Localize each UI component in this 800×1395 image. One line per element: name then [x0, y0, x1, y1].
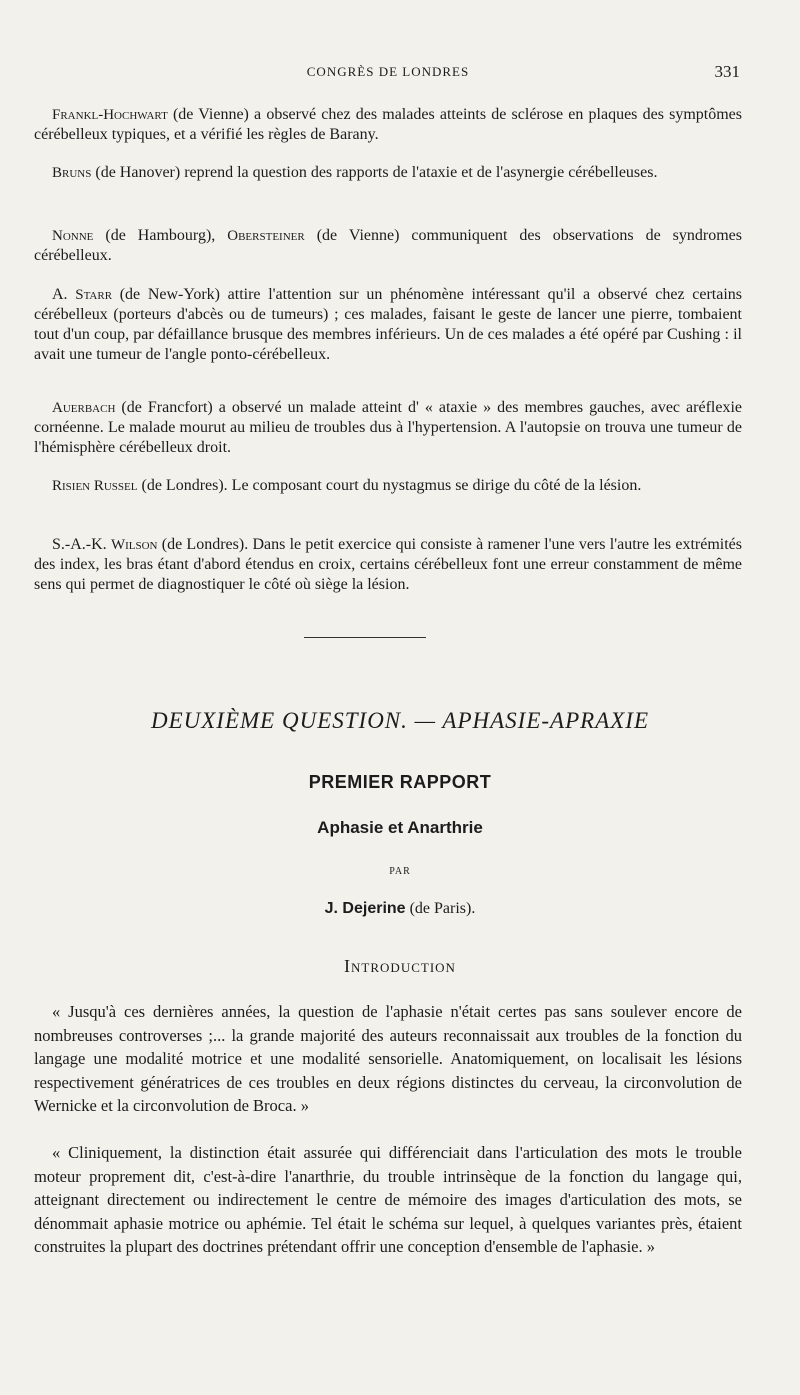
author-initials: S.-A.-K. — [52, 536, 111, 553]
author-name: Auerbach — [52, 400, 116, 416]
paragraph-text: (de Hanover) reprend la question des rapports de l'ataxie et de l'asynergie cérébelleuses. — [91, 164, 658, 181]
by-label: PAR — [389, 866, 411, 877]
paragraph-starr — [34, 285, 742, 365]
report-heading: PREMIER RAPPORT — [308, 772, 492, 792]
question-title: DEUXIÈME QUESTION. — APHASIE-APRAXIE — [150, 708, 650, 733]
author-name: Nonne — [52, 228, 94, 244]
paragraph-wilson — [34, 535, 742, 595]
author-name: Bruns — [52, 165, 92, 181]
paragraph-text: (de Londres). Dans le petit exercice qui consiste à ramener l'une vers l'autre les extrémités des index, les bras étant d'abord étendus en croix, certains cérébelleux font une erreur constamment de même sens qui permet de diagnostiquer le côté où siège la lésion. — [34, 536, 743, 593]
paragraph-auerbach — [34, 398, 742, 458]
paragraph-text: (de Hambourg), — [93, 227, 228, 244]
paragraph-text: (de Vienne) communiquent des observations de syndromes cérébelleux. — [34, 227, 742, 264]
author-place: (de Paris). — [405, 900, 476, 917]
quote-paragraph-1: « Jusqu'à ces dernières années, la question de l'aphasie n'était certes pas sans soulever encore de nombreuses controverses ;... la grande majorité des auteurs reconnaissait aux troubles de la fonction du langage une modalité motrice et une modalité sensorielle. Anatomiquement, on localisait les lésions respectivement génératrices de ces troubles en deux régions distinctes du cerveau, la circonvolution de Wernicke et la circonvolution de Broca. » — [34, 1002, 742, 1115]
paragraph-text: (de Vienne) a observé chez des malades atteints de sclérose en plaques des symptômes cérébelleux typiques, et a vérifié les règles de Barany. — [34, 106, 742, 143]
report-subject: Aphasie et Anarthrie — [317, 818, 483, 837]
running-title: CONGRÈS DE LONDRES — [306, 64, 470, 79]
running-header — [36, 64, 740, 86]
author-name: Obersteiner — [227, 228, 305, 244]
page-number: 331 — [714, 62, 740, 81]
author-name: J. Dejerine — [324, 900, 406, 917]
quote-paragraph-2: « Cliniquement, la distinction était assurée qui différenciait dans l'articulation des mots le trouble moteur proprement dit, c'est-à-dire l'anarthrie, du trouble intrinsèque de la fonction du langage qui, atteignant directement ou indirectement le centre de mémoire des images d'articulation des mots, se dénommait aphasie motrice ou aphémie. Tel était le schéma sur lequel, à quelques variantes près, étaient construites la plupart des doctrines prétendant offrir une conception d'ensemble de l'aphasie. » — [34, 1143, 742, 1256]
paragraph-bruns — [34, 163, 742, 183]
paragraph-risien-russel — [34, 476, 742, 496]
author-name: Starr — [75, 287, 113, 303]
section-divider — [304, 637, 426, 638]
paragraph-text: (de Francfort) a observé un malade atteint d' « ataxie » des membres gauches, avec aréflexie cornéenne. Le malade mourut au milieu de troubles dus à l'hypertension. A l'autopsie on trouva une tumeur de l'hémisphère cérébelleux droit. — [34, 399, 742, 456]
author-name: Wilson — [110, 537, 158, 553]
report-author — [0, 900, 800, 918]
author-initials: A. — [52, 286, 76, 303]
author-name: Risien Russel — [52, 478, 138, 494]
paragraph-frankl-hochwart — [34, 105, 742, 145]
paragraph-nonne-obersteiner — [34, 226, 742, 266]
author-name: Frankl-Hochwart — [52, 107, 168, 123]
paragraph-text: (de Londres). Le composant court du nystagmus se dirige du côté de la lésion. — [137, 477, 642, 494]
paragraph-text: (de New-York) attire l'attention sur un phénomène intéressant qu'il a observé chez certains cérébelleux (porteurs d'abcès ou de tumeurs) ; ces malades, faisant le geste de lancer une pierre, tombaient tout d'un coup, par défaillance brusque des membres inférieurs. Un de ces malades a été opéré par Cushing : il avait une tumeur de l'angle ponto-cérébelleux. — [34, 286, 742, 363]
introduction-heading: Introduction — [344, 956, 456, 976]
